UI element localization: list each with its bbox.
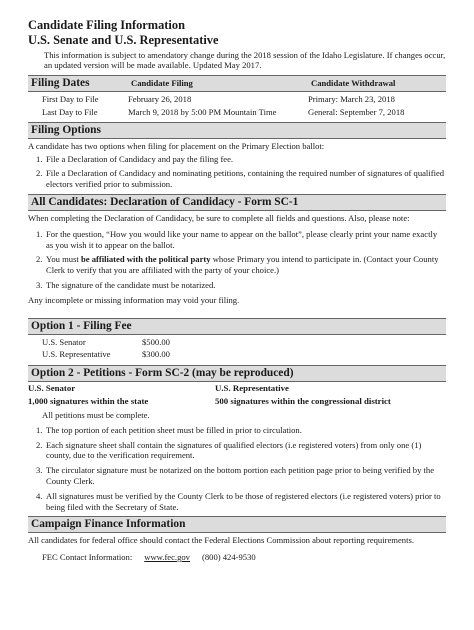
petitions-note: All petitions must be complete.	[42, 409, 150, 420]
item-text: The top portion of each petition sheet must be filled in prior to circulation.	[46, 424, 302, 435]
list-item	[28, 154, 446, 165]
fee-amount: $300.00	[142, 349, 170, 360]
item-text-start: You must	[46, 254, 81, 265]
filing-date: February 26, 2018	[128, 93, 192, 104]
table-row	[28, 106, 446, 119]
list-item	[28, 168, 446, 190]
filing-options-list	[28, 154, 446, 190]
document-subtitle: U.S. Senate and U.S. Representative	[28, 33, 219, 47]
item-number: 1.	[36, 228, 43, 239]
fec-contact	[28, 552, 446, 563]
list-item	[28, 229, 446, 251]
withdrawal-date: General: September 7, 2018	[308, 106, 405, 117]
item-number: 3.	[36, 279, 43, 290]
item-text: The signature of the candidate must be notarized.	[46, 279, 216, 290]
representative-signatures: 500 signatures within the congressional district	[215, 396, 391, 407]
item-text: For the question, “How you would like your name to appear on the ballot”, please clearly print your name exactly as you wish it to appear on the ballot.	[46, 228, 438, 250]
option2-heading: Option 2 - Petitions - Form SC-2 (may be reproduced)	[28, 365, 446, 382]
intro-notice: This information is subject to amendatory change during the 2018 session of the Idaho Legislature. If changes occur, an updated version will be made available. Updated May 2017.	[44, 50, 446, 71]
table-row	[28, 93, 446, 106]
campaign-finance-heading: Campaign Finance Information	[28, 516, 446, 533]
fec-website-link[interactable]: www.fec.gov	[144, 552, 190, 563]
item-text: Each signature sheet shall contain the signatures of qualified electors (i.e registered voters) from only one (1) county, due to the verification requirement.	[46, 439, 422, 461]
all-candidates-list	[28, 229, 446, 291]
contact-label: FEC Contact Information:	[42, 552, 133, 563]
row-label: Last Day to File	[42, 106, 98, 117]
item-number: 4.	[36, 490, 43, 501]
all-candidates-heading: All Candidates: Declaration of Candidacy - Form SC-1	[28, 194, 446, 211]
representative-label: U.S. Representative	[215, 382, 289, 393]
list-item	[28, 425, 446, 436]
candidate-filing-column: Candidate Filing	[131, 77, 193, 88]
list-item	[28, 465, 446, 487]
item-text: File a Declaration of Candidacy and pay the filing fee.	[46, 153, 234, 164]
filing-dates-header	[28, 75, 446, 92]
item-number: 2.	[36, 439, 43, 450]
withdrawal-date: Primary: March 23, 2018	[308, 93, 395, 104]
campaign-finance-text: All candidates for federal office should contact the Federal Elections Commission about reporting requirements.	[28, 535, 414, 546]
fee-amount: $500.00	[142, 336, 170, 347]
filing-date: March 9, 2018 by 5:00 PM Mountain Time	[128, 106, 277, 117]
filing-options-intro: A candidate has two options when filing for placement on the Primary Election ballot:	[28, 140, 325, 151]
item-number: 3.	[36, 465, 43, 476]
incomplete-warning: Any incomplete or missing information may void your filing.	[28, 294, 240, 305]
item-number: 2.	[36, 168, 43, 179]
all-candidates-intro: When completing the Declaration of Candidacy, be sure to complete all fields and questions. Also, please note:	[28, 213, 410, 223]
office-label: U.S. Senator	[42, 336, 86, 347]
item-text-end: whose Primary you intend to participate in. (Contact your County Clerk to verify that you are affiliated with the party of your choice.)	[46, 254, 439, 276]
item-text-emphasis: be affiliated with the political party	[80, 254, 211, 265]
petitions-list	[28, 425, 446, 513]
item-text: All signatures must be verified by the County Clerk to be those of registered electors (i.e registered voters) prior to being filed with the Secretary of State.	[46, 490, 441, 512]
list-item	[28, 280, 446, 291]
senator-signatures: 1,000 signatures within the state	[28, 396, 149, 407]
document-title: Candidate Filing Information	[28, 18, 185, 32]
petition-signatures	[28, 396, 446, 408]
office-label: U.S. Representative	[42, 349, 111, 360]
item-text	[46, 254, 446, 276]
item-number: 2.	[36, 254, 43, 265]
list-item	[28, 491, 446, 513]
item-number: 1.	[36, 153, 43, 164]
table-row	[28, 348, 446, 361]
petition-offices	[28, 383, 446, 395]
fec-phone: (800) 424-9530	[201, 552, 256, 563]
list-item	[28, 440, 446, 462]
item-text: The circulator signature must be notarized on the bottom portion each petition page prior to being verified by the County Clerk.	[46, 465, 435, 486]
item-number: 1.	[36, 424, 43, 435]
item-text: File a Declaration of Candidacy and nominating petitions, containing the required number of signatures of qualified electors verified prior to submission.	[46, 168, 445, 190]
filing-options-heading: Filing Options	[28, 122, 446, 139]
option1-heading: Option 1 - Filing Fee	[28, 318, 446, 335]
table-row	[28, 336, 446, 349]
candidate-withdrawal-column: Candidate Withdrawal	[311, 77, 396, 88]
list-item	[28, 254, 446, 276]
senator-label: U.S. Senator	[28, 382, 76, 393]
filing-dates-heading: Filing Dates	[31, 76, 90, 89]
row-label: First Day to File	[42, 93, 99, 104]
